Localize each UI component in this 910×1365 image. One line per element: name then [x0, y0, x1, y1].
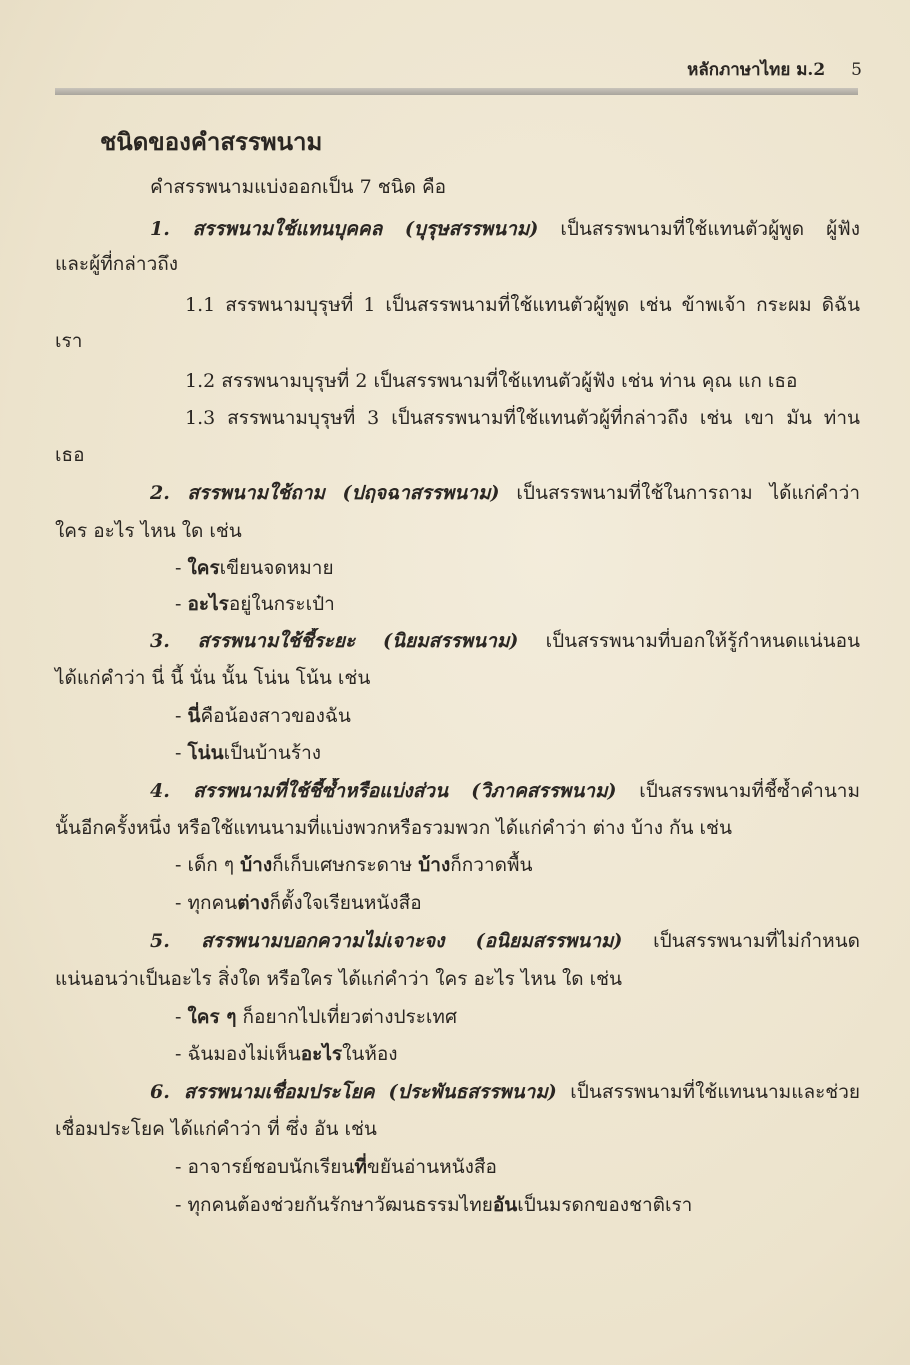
- text-segment: คำสรรพนามแบ่งออกเป็น 7 ชนิด คือ: [150, 176, 447, 198]
- emphasized-word: นี่: [187, 705, 201, 727]
- page-number: 5: [851, 60, 862, 80]
- text-segment: เป็นสรรพนามที่ใช้แทนนามและช่วย: [556, 1081, 860, 1103]
- section-heading: ชนิดของคำสรรพนาม: [100, 127, 323, 156]
- term-title: 4. สรรพนามที่ใช้ชี้ซ้ำหรือแบ่งส่วน (วิภาคสรรพนาม): [150, 780, 617, 802]
- text-line: [55, 665, 860, 691]
- term-title: 1. สรรพนามใช้แทนบุคคล (บุรุษสรรพนาม): [150, 218, 539, 240]
- text-segment: -: [175, 1006, 188, 1028]
- text-segment: 1.1 สรรพนามบุรุษที่ 1 เป็นสรรพนามที่ใช้แทนตัวผู้พูด เช่น ข้าพเจ้า กระผม ดิฉัน: [185, 294, 860, 316]
- text-segment: เชื่อมประโยค ได้แก่คำว่า ที่ ซึ่ง อัน เช่น: [55, 1118, 377, 1140]
- text-segment: ในห้อง: [342, 1043, 398, 1065]
- text-segment: ก็เก็บเศษกระดาษ: [272, 854, 419, 876]
- example-item: [175, 1004, 860, 1030]
- text-segment: ขยันอ่านหนังสือ: [366, 1156, 497, 1178]
- emphasized-word: บ้าง: [240, 854, 273, 876]
- text-line: [150, 778, 860, 804]
- text-segment: - ฉันมองไม่เห็น: [175, 1043, 301, 1065]
- text-segment: และผู้ที่กล่าวถึง: [55, 253, 179, 275]
- text-line: [150, 628, 860, 654]
- text-segment: -: [175, 705, 188, 727]
- text-segment: - ทุกคน: [175, 892, 238, 914]
- example-item: [175, 740, 860, 766]
- text-line: [150, 1079, 860, 1105]
- emphasized-word: ต่าง: [237, 892, 270, 914]
- text-line: [55, 1116, 860, 1142]
- text-segment: - ทุกคนต้องช่วยกันรักษาวัฒนธรรมไทย: [175, 1194, 493, 1216]
- text-segment: เขียนจดหมาย: [219, 557, 334, 579]
- emphasized-word: โน่น: [187, 742, 224, 764]
- emphasized-word: อะไร: [300, 1043, 343, 1065]
- example-item: [175, 1041, 860, 1067]
- text-segment: นั้นอีกครั้งหนึ่ง หรือใช้แทนนามที่แบ่งพวกหรือรวมพวก ได้แก่คำว่า ต่าง บ้าง กัน เช่น: [55, 817, 732, 839]
- text-segment: คือน้องสาวของฉัน: [200, 705, 351, 727]
- example-item: [175, 1154, 860, 1180]
- emphasized-word: ใคร: [187, 557, 220, 579]
- text-line: [55, 328, 860, 354]
- text-segment: เป็นสรรพนามที่ไม่กำหนด: [622, 930, 860, 952]
- text-segment: ใคร อะไร ไหน ใด เช่น: [55, 520, 242, 542]
- text-line: [55, 251, 860, 277]
- text-segment: อยู่ในกระเป๋า: [228, 593, 335, 615]
- example-item: [175, 703, 860, 729]
- text-segment: ก็กวาดพื้น: [450, 854, 533, 876]
- example-item: [175, 1192, 860, 1218]
- text-line: [150, 928, 860, 954]
- term-title: 6. สรรพนามเชื่อมประโยค (ประพันธสรรพนาม): [150, 1081, 557, 1103]
- text-segment: เป็นบ้านร้าง: [223, 742, 322, 764]
- example-item: [175, 555, 860, 581]
- text-line: [150, 216, 860, 242]
- text-segment: เป็นสรรพนามที่ใช้ในการถาม ได้แก่คำว่า: [499, 482, 860, 504]
- text-segment: 1.2 สรรพนามบุรุษที่ 2 เป็นสรรพนามที่ใช้แทนตัวผู้ฟัง เช่น ท่าน คุณ แก เธอ: [185, 370, 798, 392]
- text-segment: - อาจารย์ชอบนักเรียน: [175, 1156, 355, 1178]
- text-segment: 1.3 สรรพนามบุรุษที่ 3 เป็นสรรพนามที่ใช้แทนตัวผู้ที่กล่าวถึง เช่น เขา มัน ท่าน: [185, 407, 860, 429]
- text-segment: - เด็ก ๆ: [175, 854, 241, 876]
- header-rule: [55, 88, 858, 95]
- text-segment: ได้แก่คำว่า นี่ นี้ นั่น นั้น โน่น โน้น เช่น: [55, 667, 371, 689]
- emphasized-word: ที่: [354, 1156, 367, 1178]
- text-line: [150, 480, 860, 506]
- text-segment: -: [175, 742, 188, 764]
- emphasized-word: อะไร: [187, 593, 229, 615]
- text-line: [55, 442, 860, 468]
- text-segment: เรา: [55, 330, 83, 352]
- text-segment: เป็นมรดกของชาติเรา: [517, 1194, 693, 1216]
- text-segment: เป็นสรรพนามที่บอกให้รู้กำหนดแน่นอน: [518, 630, 860, 652]
- text-segment: ก็ตั้งใจเรียนหนังสือ: [269, 892, 422, 914]
- example-item: [175, 591, 860, 617]
- emphasized-word: อัน: [492, 1194, 518, 1216]
- text-segment: -: [175, 557, 188, 579]
- text-line: [185, 368, 860, 394]
- text-line: [185, 405, 860, 431]
- text-segment: ก็อยากไปเที่ยวต่างประเทศ: [236, 1006, 458, 1028]
- text-segment: -: [175, 593, 188, 615]
- text-segment: เธอ: [55, 444, 85, 466]
- book-title: หลักภาษาไทย ม.2: [687, 60, 826, 80]
- term-title: 2. สรรพนามใช้ถาม (ปฤจฉาสรรพนาม): [150, 482, 500, 504]
- term-title: 3. สรรพนามใช้ชี้ระยะ (นิยมสรรพนาม): [150, 630, 519, 652]
- emphasized-word: ใคร ๆ: [187, 1006, 237, 1028]
- text-line: [55, 815, 860, 841]
- example-item: [175, 852, 860, 878]
- text-line: [150, 174, 860, 200]
- running-header: [687, 56, 862, 83]
- text-line: [55, 518, 860, 544]
- term-title: 5. สรรพนามบอกความไม่เจาะจง (อนิยมสรรพนาม): [150, 930, 623, 952]
- example-item: [175, 890, 860, 916]
- emphasized-word: บ้าง: [418, 854, 451, 876]
- text-line: [185, 292, 860, 318]
- text-line: [55, 966, 860, 992]
- text-segment: แน่นอนว่าเป็นอะไร สิ่งใด หรือใคร ได้แก่คำว่า ใคร อะไร ไหน ใด เช่น: [55, 968, 623, 990]
- text-segment: เป็นสรรพนามที่ใช้แทนตัวผู้พูด ผู้ฟัง: [538, 218, 860, 240]
- text-segment: เป็นสรรพนามที่ชี้ซ้ำคำนาม: [616, 780, 860, 802]
